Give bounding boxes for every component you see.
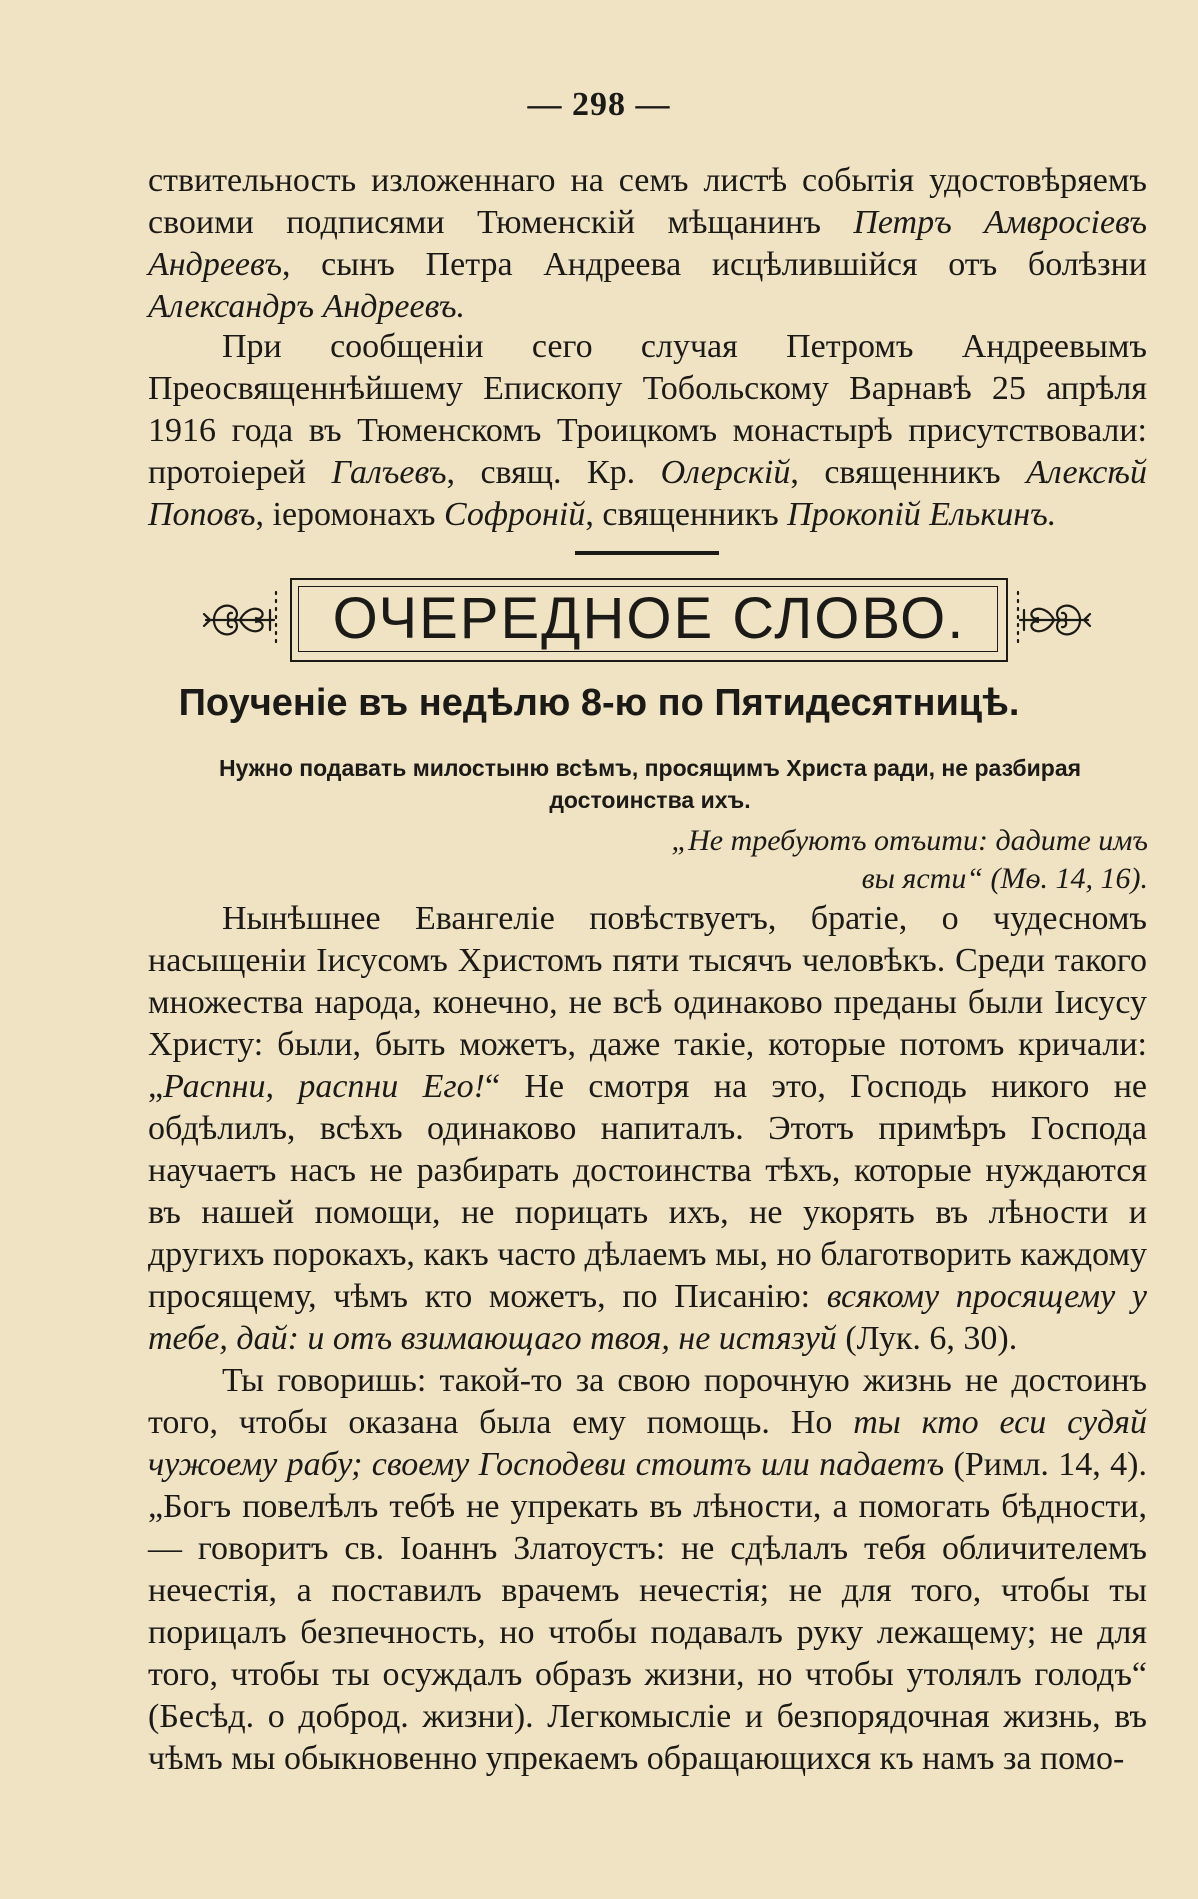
text-run: (Римл. 14, 4). „Богъ повелѣлъ тебѣ не упрекать въ лѣности, а помогать бѣдности, — говоритъ св. Іоаннъ Златоустъ: не сдѣлалъ тебя обличителемъ нечестія, а поставилъ врачемъ нечестія; не для того, чтобы ты порицалъ безпечность, но чтобы подавалъ руку лежащему; не для того, чтобы ты осуждалъ образъ жизни, но чтобы утолялъ голодъ“ (Бесѣд. о доброд. жизни). Легкомысліе и безпорядочная жизнь, въ чѣмъ мы обыкновенно упрекаемъ обращающихся къ намъ за помо- [148, 1446, 1147, 1777]
text-run: Нынѣшнее Евангеліе повѣствуетъ, братіе, о чудесномъ насыщеніи Іисусомъ Христомъ пяти тысячъ человѣкъ. Среди такого множества народа, конечно, не всѣ одинаково преданы были Іисусу Христу: были, быть можетъ, даже такіе, которые потомъ кричали: „ [148, 900, 1147, 1105]
italic-text-run: Александръ Андреевъ. [148, 288, 466, 325]
epigraph: „Не требуютъ отъити: дадите имъ вы ясти“ (Мѳ. 14, 16). [671, 824, 1148, 895]
italic-text-run: Петръ Амвросіевъ Андреевъ [148, 204, 1147, 283]
certification-text [148, 160, 1147, 328]
text-run: ствительность изложеннаго на семъ листѣ событія удостовѣряемъ своими подписями Тюменскій мѣщанинъ [148, 162, 1147, 241]
sermon-title: Поученіе въ недѣлю 8-ю по Пятидесятницѣ. [178, 682, 1020, 724]
presence-paragraph [148, 326, 1147, 536]
italic-text-run: всякому просящему у тебе, дай: и отъ взимающаго твоя, не истязуй [148, 1278, 1147, 1357]
certification-paragraph [148, 160, 1147, 328]
italic-text-run: Прокопій Елькинъ. [787, 496, 1057, 533]
text-run: Ты говоришь: такой-то за свою порочную жизнь не достоинъ того, чтобы оказана была ему помощь. Но [148, 1362, 1147, 1441]
section-title: ОЧЕРЕДНОЕ СЛОВО. [332, 586, 966, 651]
text-run: “ Не смотря на это, Господь никого не обдѣлилъ, всѣхъ одинаково напиталъ. Этотъ примѣръ Господа научаетъ насъ не разбирать достоинства тѣхъ, которые нуждаются въ нашей помощи, не порицать ихъ, не укорять въ лѣности и другихъ порокахъ, какъ часто дѣлаемъ мы, но благотворить каждому просящему, чѣмъ кто можетъ, по Писанію: [148, 1068, 1147, 1315]
text-run: , сынъ Петра Андреева исцѣлившійся отъ болѣзни [281, 246, 1147, 283]
page-number: — 298 — [527, 86, 671, 123]
sermon-paragraph [148, 898, 1147, 1360]
presence-text [148, 326, 1147, 536]
italic-text-run: Распни, распни Его! [163, 1068, 485, 1105]
italic-text-run: Олерскій [660, 454, 791, 491]
italic-text-run: Алексѣй Поповъ [148, 454, 1147, 533]
sermon-paragraph [148, 1360, 1147, 1780]
section-heading-frame [290, 578, 1008, 662]
text-run: , іеромонахъ [255, 496, 444, 533]
text-run: (Лук. 6, 30). [836, 1320, 1018, 1357]
scroll-ornament-icon [200, 578, 280, 662]
section-divider [575, 551, 719, 555]
text-run: , священникъ [585, 496, 788, 533]
text-run: При сообщеніи сего случая Петромъ Андреевымъ Преосвященнѣйшему Епископу Тобольскому Варнавѣ 25 апрѣля 1916 года въ Тюменскомъ Троицкомъ монастырѣ присутствовали: протоіерей [148, 328, 1147, 491]
sermon-body [148, 898, 1147, 1780]
scroll-ornament-icon [1014, 578, 1094, 662]
italic-text-run: Софроній [444, 496, 586, 533]
sermon-summary: Нужно подавать милостыню всѣмъ, просящимъ Христа ради, не разбирая достоинства ихъ. [218, 755, 1082, 813]
text-run: , свящ. Кр. [446, 454, 661, 491]
italic-text-run: ты кто еси судяй чужоему рабу; своему Господеви стоитъ или падаетъ [148, 1404, 1147, 1483]
italic-text-run: Галъевъ [331, 454, 447, 491]
text-run: , священникъ [790, 454, 1027, 491]
